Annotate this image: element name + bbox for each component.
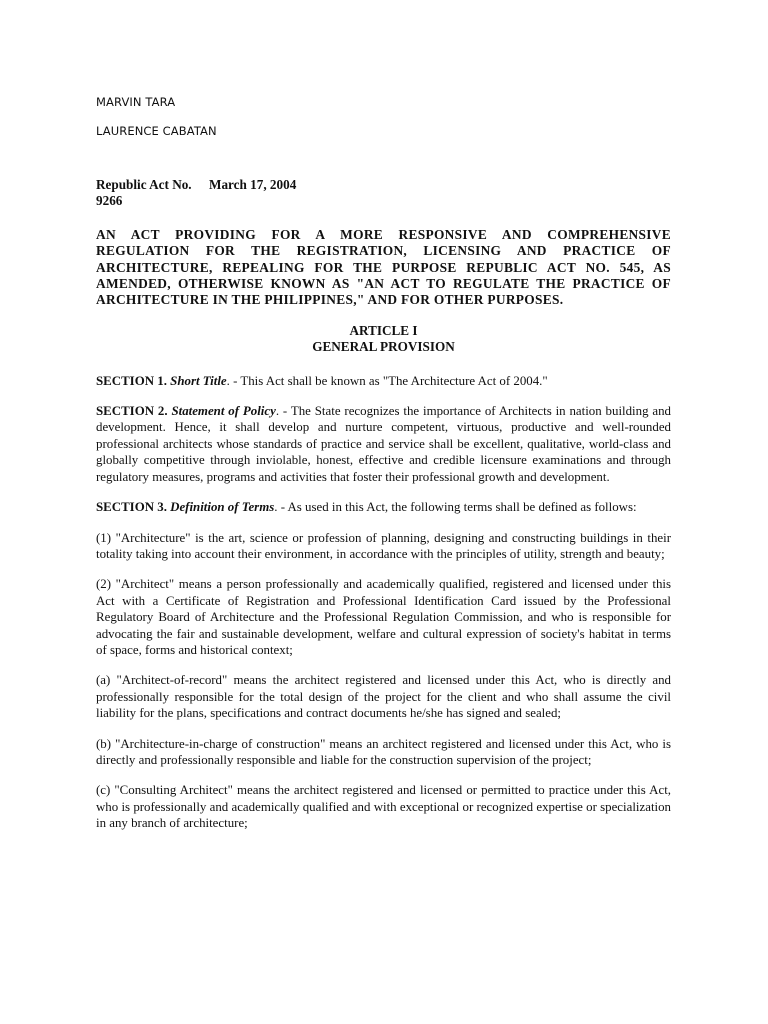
definition-paragraph: (2) "Architect" means a person professionally and academically qualified, registered and licensed under this Act with a Certificate of Registration and Professional Identification Card issued by the Professional Regulatory Board of Architecture and the Professional Regulation Commission, and who is responsible for advocating the fair and sustainable development, welfare and cultural expression of society's habitat in terms of space, forms and historical context; — [96, 577, 671, 657]
section-text: . - As used in this Act, the following terms shall be defined as follows: — [274, 500, 637, 515]
section-heading: SECTION 3. — [96, 500, 167, 515]
act-title: AN ACT PROVIDING FOR A MORE RESPONSIVE AND COMPREHENSIVE REGULATION FOR THE REGISTRATION, LICENSING AND PRACTICE OF ARCHITECTURE, REPEALING FOR THE PURPOSE REPUBLIC ACT NO. 545, AS AMENDED, OTHERWISE KNOWN AS "AN ACT TO REGULATE THE PRACTICE OF ARCHITECTURE IN THE PHILIPPINES," AND FOR OTHER PURPOSES. — [96, 226, 671, 308]
article-heading — [96, 323, 671, 356]
definition-paragraph: (1) "Architecture" is the art, science or profession of planning, designing and constructing buildings in their totality taking into account their environment, in accordance with the principles of utility, strength and beauty; — [96, 530, 671, 561]
act-date: March 17, 2004 — [209, 177, 297, 192]
article-title: GENERAL PROVISION — [312, 339, 455, 355]
act-number: Republic Act No. 9266 — [96, 177, 192, 209]
section-heading: SECTION 2. — [96, 404, 168, 419]
section-1 — [96, 373, 671, 389]
section-2 — [96, 403, 671, 485]
definition-paragraph: (c) "Consulting Architect" means the architect registered and licensed or permitted to practice under this Act, who is professionally and academically qualified and with exceptional or recognized expertise or specialization in any branch of architecture; — [96, 783, 671, 831]
section-title: Statement of Policy — [171, 404, 276, 419]
article-number: ARTICLE I — [349, 322, 418, 338]
section-title: Short Title — [170, 373, 227, 388]
act-header — [96, 177, 671, 210]
section-3 — [96, 499, 671, 515]
author-name: MARVIN TARA — [96, 95, 176, 109]
definition-paragraph: (a) "Architect-of-record" means the architect registered and licensed under this Act, who is directly and professionally responsible for the total design of the project for the client and who shall assume the civil liability for the plans, specifications and contract documents he/she has signed and sealed; — [96, 673, 671, 721]
section-title: Definition of Terms — [170, 500, 275, 515]
section-text: . - The State recognizes the importance of Architects in nation building and development. Hence, it shall develop and nurture competent, virtuous, productive and well-rounded professional architects whose standards of practice and service shall be excellent, qualitative, world-class and globally competitive through inviolable, honest, effective and credible licensure examinations and through regulatory measures, programs and activities that foster their professional growth and development. — [96, 404, 671, 484]
section-heading: SECTION 1. — [96, 373, 167, 388]
definition-paragraph: (b) "Architecture-in-charge of construction" means an architect registered and licensed under this Act, who is directly and professionally responsible and liable for the construction supervision of the project; — [96, 736, 671, 767]
section-text: . - This Act shall be known as "The Architecture Act of 2004." — [226, 373, 548, 388]
author-name: LAURENCE CABATAN — [96, 124, 217, 138]
